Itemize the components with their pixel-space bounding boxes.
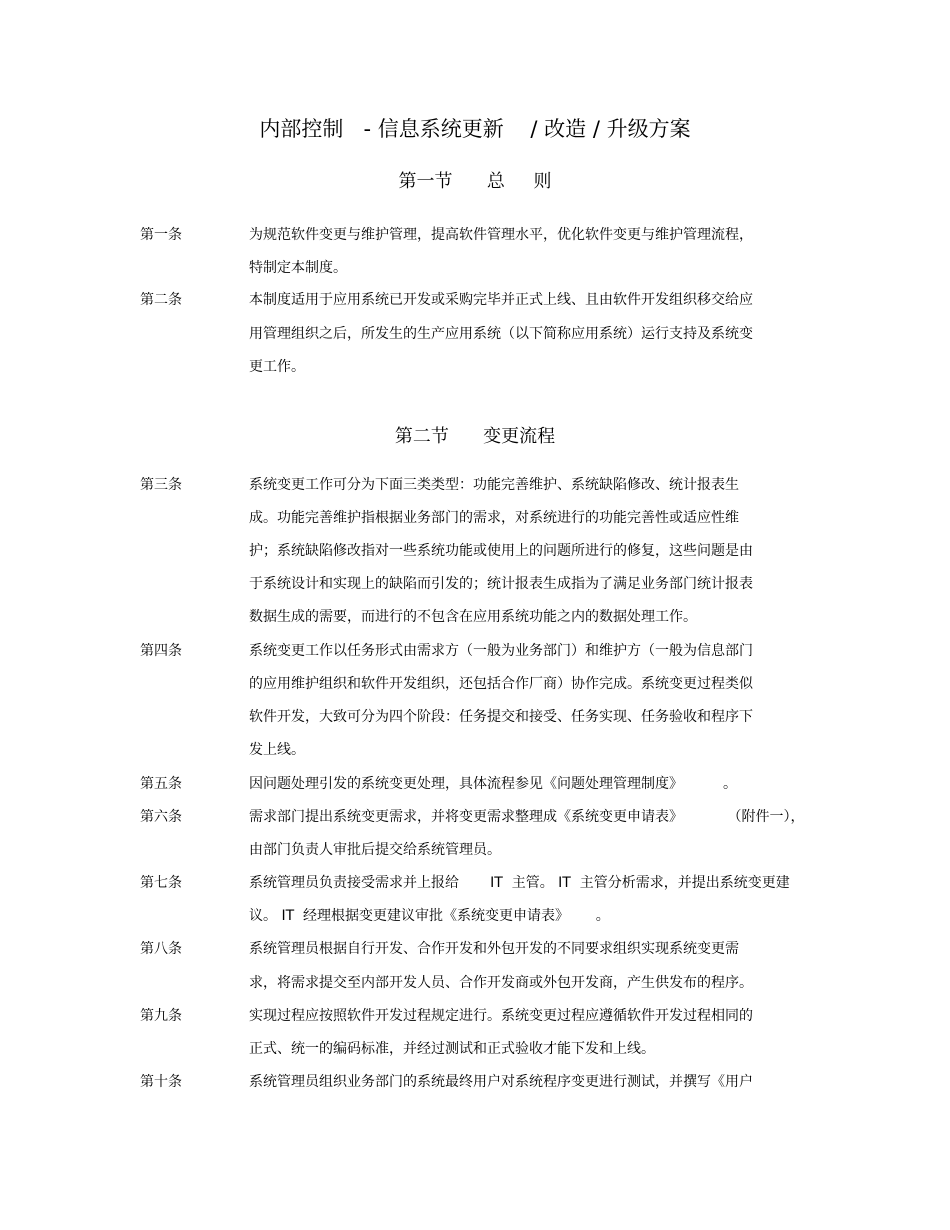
article-label: 第七条 <box>140 875 182 891</box>
article-line: 实现过程应按照软件开发过程规定进行。系统变更过程应遵循软件开发过程相同的 <box>249 1008 753 1024</box>
article-label: 第三条 <box>140 477 182 493</box>
article-label: 第十条 <box>140 1074 182 1090</box>
article-line: 系统变更工作以任务形式由需求方（一般为业务部门）和维护方（一般为信息部门 <box>249 643 753 659</box>
article-label: 第八条 <box>140 941 182 957</box>
article-line: 的应用维护组织和软件开发组织，还包括合作厂商）协作完成。系统变更过程类似 <box>249 676 753 692</box>
document-title: 内部控制 - 信息系统更新 / 改造 / 升级方案 <box>259 117 691 141</box>
article-label: 第五条 <box>140 776 182 792</box>
article-line: 因问题处理引发的系统变更处理，具体流程参见《问题处理管理制度》 。 <box>249 776 738 792</box>
article-line: 系统管理员组织业务部门的系统最终用户对系统程序变更进行测试，并撰写《用户 <box>249 1074 753 1090</box>
article-line: 发上线。 <box>249 742 305 758</box>
section-heading-1: 第一节 总 则 <box>398 171 552 192</box>
article-line: 为规范软件变更与维护管理，提高软件管理水平，优化软件变更与维护管理流程， <box>249 227 753 243</box>
article-label: 第四条 <box>140 643 182 659</box>
article-line: 系统变更工作可分为下面三类类型：功能完善维护、系统缺陷修改、统计报表生 <box>249 477 739 493</box>
article-line: 于系统设计和实现上的缺陷而引发的；统计报表生成指为了满足业务部门统计报表 <box>249 576 753 592</box>
article-line: 护；系统缺陷修改指对一些系统功能或使用上的问题所进行的修复，这些问题是由 <box>249 543 753 559</box>
article-line: 特制定本制度。 <box>249 260 347 276</box>
article-line: 系统管理员根据自行开发、合作开发和外包开发的不同要求组织实现系统变更需 <box>249 941 739 957</box>
article-line: 由部门负责人审批后提交给系统管理员。 <box>249 842 501 858</box>
article-line: 正式、统一的编码标准，并经过测试和正式验收才能下发和上线。 <box>249 1041 655 1057</box>
article-line: 更工作。 <box>249 359 305 375</box>
article-line: 用管理组织之后，所发生的生产应用系统（以下简称应用系统）运行支持及系统变 <box>249 326 753 342</box>
article-line: 需求部门提出系统变更需求，并将变更需求整理成《系统变更申请表》 （附件一）， <box>249 809 805 825</box>
article-line: 本制度适用于应用系统已开发或采购完毕并正式上线、且由软件开发组织移交给应 <box>249 292 753 308</box>
article-line: 数据生成的需要，而进行的不包含在应用系统功能之内的数据处理工作。 <box>249 609 697 625</box>
article-label: 第一条 <box>140 227 182 243</box>
article-label: 第六条 <box>140 809 182 825</box>
section-heading-2: 第二节 变更流程 <box>394 426 556 447</box>
article-line: 软件开发，大致可分为四个阶段：任务提交和接受、任务实现、任务验收和程序下 <box>249 709 753 725</box>
article-line: 成。功能完善维护指根据业务部门的需求，对系统进行的功能完善性或适应性维 <box>249 510 739 526</box>
article-line: 议。 IT 经理根据变更建议审批《系统变更申请表》 。 <box>249 908 610 924</box>
article-label: 第二条 <box>140 292 182 308</box>
article-line: 系统管理员负责接受需求并上报给 IT 主管。 IT 主管分析需求，并提出系统变更建 <box>249 875 790 891</box>
article-label: 第九条 <box>140 1008 182 1024</box>
article-line: 求，将需求提交至内部开发人员、合作开发商或外包开发商，产生供发布的程序。 <box>249 975 753 991</box>
